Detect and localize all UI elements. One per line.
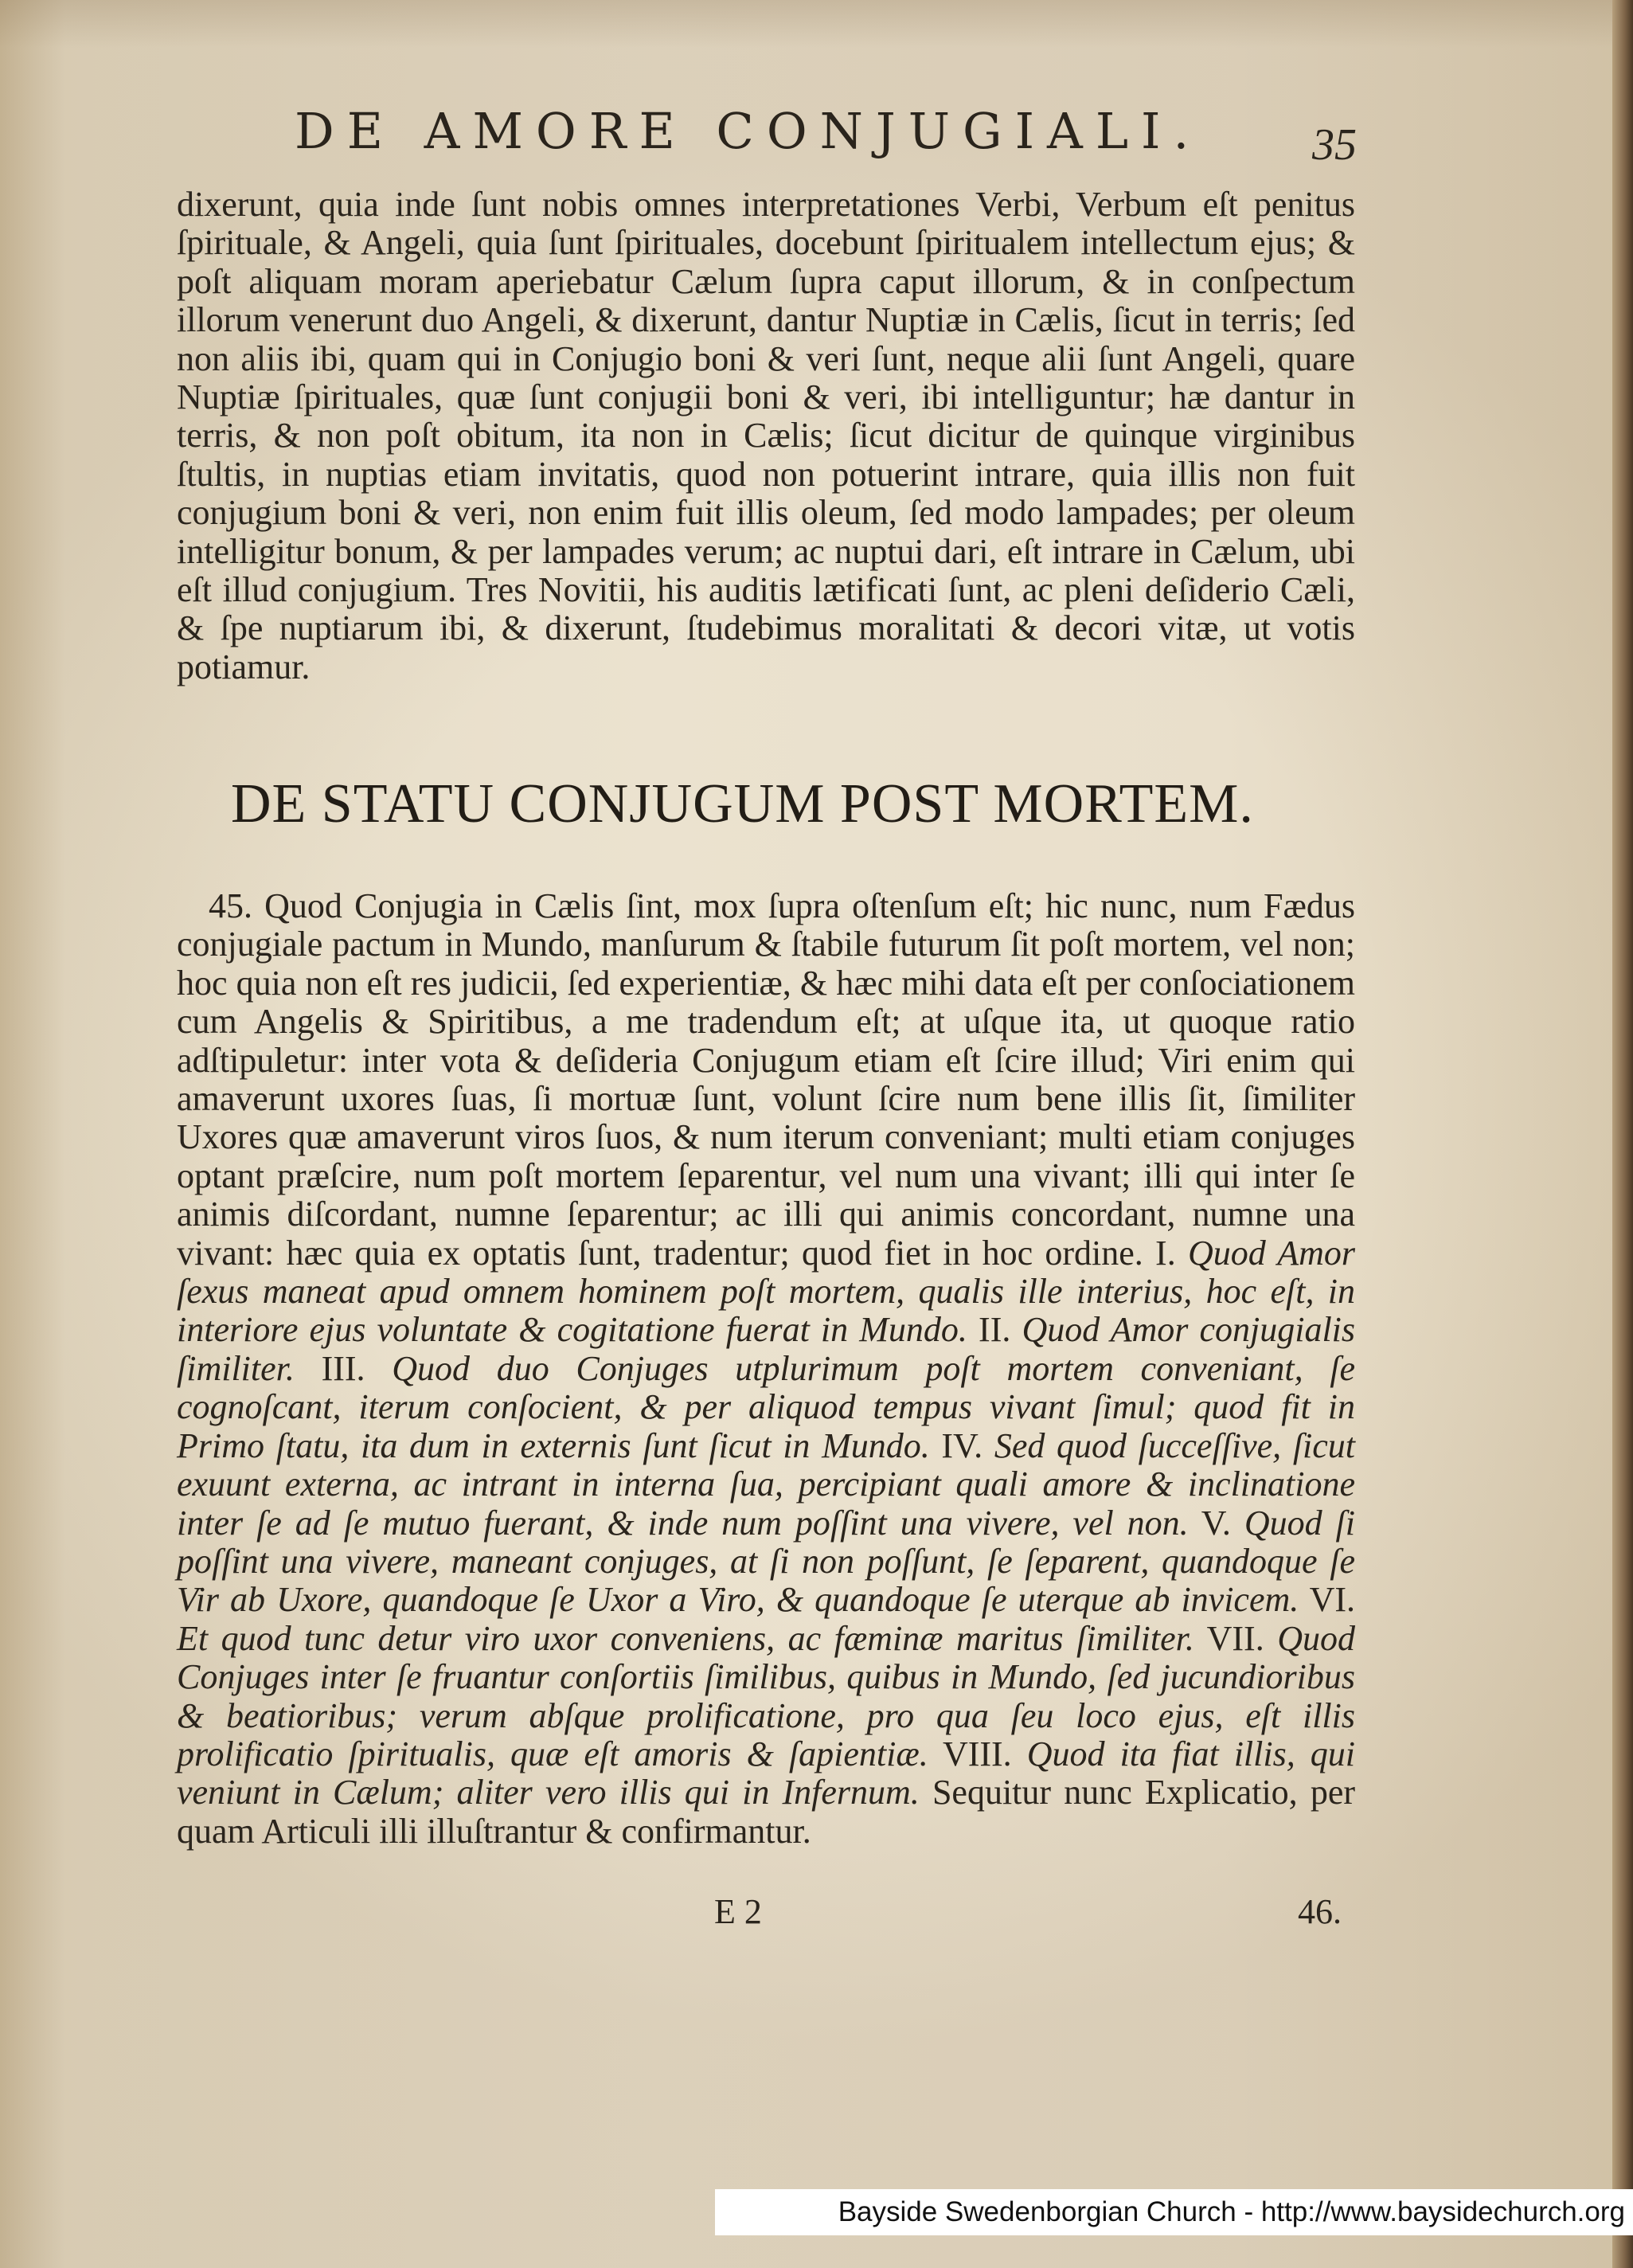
book-spine-edge (1612, 0, 1633, 2268)
article-8: Quod ita fiat illis, qui veniunt in Cælum; aliter vero illis qui in Infernum. (177, 1734, 1355, 1812)
page-top-shadow (0, 0, 1633, 48)
article-7-number: VII. (1206, 1618, 1264, 1658)
article-1: Quod Amor ſexus maneat apud omnem hominem poſt mortem, qualis ille interius, hoc eſt, in interiore ejus voluntate & cogitatione fuerat in Mundo. (177, 1233, 1355, 1350)
article-3-number: III. (321, 1348, 365, 1388)
article-2-number: II. (979, 1310, 1011, 1350)
watermark-caption: Bayside Swedenborgian Church - http://www.baysidechurch.org (715, 2189, 1633, 2235)
signature-mark: E 2 (714, 1892, 762, 1931)
article-6: Et quod tunc detur viro uxor conveniens, ac fæminæ maritus ſimiliter. (177, 1618, 1194, 1658)
intro-text: Quod Conjugia in Cælis ſint, mox ſupra oſtenſum eſt; hic nunc, num Fædus conjugiale pactum in Mundo, manſurum & ſtabile futurum ſit poſt mortem, vel non; hoc quia non eſt res judicii, ſed experientiæ, & hæc mihi data eſt per conſociationem cum Angelis & Spiritibus, a me tradendum eſt; at uſque ita, ut quoque ratio adſtipuletur: inter vota & deſideria Conjugum etiam eſt ſcire illud; Viri enim qui amaverunt uxores ſuas, ſi mortuæ ſunt, volunt ſcire num bene illis ſit, ſimiliter Uxores quæ amaverunt viros ſuos, & num iterum conveniant; multi etiam conjuges optant præſcire, num poſt mortem ſeparentur, vel num una vivant; illi qui inter ſe animis diſcordant, numne ſeparentur; ac illi qui animis concordant, numne una vivant: hæc quia ex optatis ſunt, tradentur; quod fiet in hoc ordine. I. (177, 886, 1355, 1273)
section-heading: DE STATU CONJUGUM POST MORTEM. (231, 773, 1254, 835)
article-4: Sed quod ſucceſſive, ſicut exuunt externa, ac intrant in interna ſua, percipiant quali amore & inclinatione inter ſe ad ſe mutuo fuerant, & inde num poſſint una vivere, vel non. (177, 1425, 1356, 1543)
page-number: 35 (1312, 120, 1357, 170)
article-6-number: VI. (1309, 1580, 1355, 1620)
article-7: Quod Conjuges inter ſe fruantur conſortiis ſimilibus, quibus in Mundo, ſed jucundioribus & beatioribus; verum abſque prolificatione, pro qua ſeu loco ejus, eſt illis prolificatio ſpiritualis, quæ eſt amoris & ſapientiæ. (177, 1618, 1355, 1773)
continued-paragraph: dixerunt, quia inde ſunt nobis omnes interpretationes Verbi, Verbum eſt penitus ſpirituale, & Angeli, quia ſunt ſpirituales, docebunt ſpiritualem intellectum ejus; & poſt aliquam moram aperiebatur Cælum ſupra caput illorum, & in conſpectum illorum venerunt duo Angeli, & dixerunt, dantur Nuptiæ in Cælis, ſicut in terris; ſed non aliis ibi, quam qui in Conjugio boni & veri ſunt, neque alii ſunt Angeli, quare Nuptiæ ſpirituales, quæ ſunt conjugii boni & veri, ibi intelliguntur; hæ dantur in terris, & non poſt obitum, ita non in Cælis; ſicut dicitur de quinque virginibus ſtultis, in nuptias etiam invitatis, quod non potuerint intrare, quia illis non fuit conjugium boni & veri, non enim fuit illis oleum, ſed modo lampades; per oleum intelligitur bonum, & per lampades verum; ac nuptui dari, eſt intrare in Cælum, ubi eſt illud conjugium. Tres Novitii, his auditis lætificati ſunt, ac pleni deſiderio Cæli, & ſpe nuptiarum ibi, & dixerunt, ſtudebimus moralitati & decori vitæ, ut votis potiamur. (177, 185, 1355, 686)
article-5: Quod ſi poſſint una vivere, maneant conjuges, at ſi non poſſunt, ſe ſeparent, quandoque ſe Vir ab Uxore, quandoque ſe Uxor a Viro, & quandoque ſe uterque ab invicem. (177, 1503, 1355, 1620)
article-8-number: VIII. (942, 1734, 1012, 1773)
article-3: Quod duo Conjuges utplurimum poſt mortem conveniant, ſe cognoſcant, iterum conſocient, & per aliquod tempus vivant ſimul; quod fit in Primo ſtatu, ita dum in externis ſunt ſicut in Mundo. (177, 1348, 1356, 1465)
catchword: 46. (1298, 1892, 1342, 1931)
article-5-number: V. (1201, 1503, 1231, 1543)
section-45-paragraph (177, 887, 1355, 1851)
closing-sentence: Sequitur nunc Explicatio, per quam Articuli illi illuſtrantur & confirmantur. (177, 1773, 1356, 1851)
article-4-number: IV. (941, 1425, 983, 1465)
article-2: Quod Amor conjugialis ſimiliter. (177, 1310, 1356, 1388)
paragraph-number: 45. (209, 886, 252, 925)
running-head: DE AMORE CONJUGIALI. (295, 102, 1202, 160)
